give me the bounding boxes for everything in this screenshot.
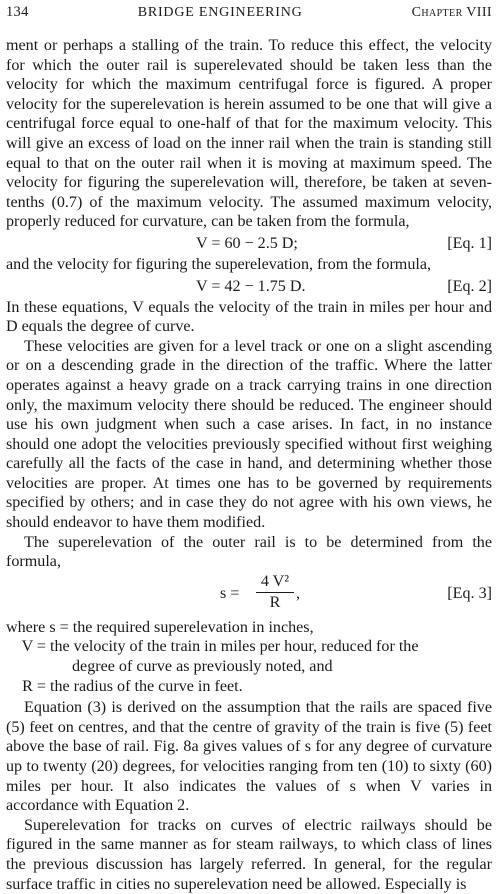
- definition-s: [6, 618, 492, 638]
- running-head: [6, 4, 492, 26]
- equation-3-numerator: 4 V²: [256, 572, 294, 593]
- definitions-block: [6, 618, 492, 696]
- equation-3-denominator: R: [269, 593, 281, 611]
- paragraph-2: and the velocity for figuring the superelevation, from the formula,: [6, 255, 432, 273]
- paragraph-6: Equation (3) is derived on the assumption that the rails are spaced five (5) feet on centres, and that the centre of gravity of the train is five (5) feet above the base of rail. Fig. 8a gives values of s for any degree of curvature up to twenty (20) degrees, for velocities ranging from ten (10) to sixty (60) miles per hour. It also indicates the values of s when V varies in accordance with Equation 2.: [6, 699, 492, 815]
- paragraph-7: Superelevation for tracks on curves of electric railways should be figured in the same manner as for steam railways, to which class of lines the previous discussion has largely referred. In general, for the regular surface traffic in cities no superelevation need be allowed. Especially is: [6, 816, 492, 893]
- paragraph-3: In these equations, V equals the velocity of the train in miles per hour and D equals the degree of curve.: [6, 298, 492, 336]
- definition-v-symbol: V =: [21, 638, 46, 656]
- definition-v-continued: [6, 657, 492, 677]
- definition-v-text-2: degree of curve as previously noted, and: [72, 658, 333, 676]
- equation-3-lhs: s =: [220, 584, 240, 602]
- equation-1-formula: V = 60 − 2.5 D;: [196, 234, 298, 252]
- equation-3-fraction: [256, 572, 294, 613]
- paragraph-5: The superelevation of the outer rail is to be determined from the formula,: [6, 533, 492, 571]
- equation-3-comma: ,: [296, 584, 301, 602]
- definition-r-symbol: R =: [22, 677, 46, 695]
- equation-3-number: [Eq. 3]: [447, 584, 492, 602]
- definition-v-text: the velocity of the train in miles per hour, reduced for the: [50, 638, 419, 656]
- page-body: [6, 36, 492, 894]
- equation-2-formula: V = 42 − 1.75 D.: [196, 277, 306, 295]
- chapter-label: Chapter VIII: [411, 5, 492, 20]
- equation-1: [6, 232, 492, 255]
- definition-s-text: where s = the required superelevation in inches,: [6, 618, 314, 636]
- equation-1-number: [Eq. 1]: [447, 234, 492, 252]
- equation-2-number: [Eq. 2]: [447, 277, 492, 295]
- definition-r: [6, 677, 492, 697]
- running-title: BRIDGE ENGINEERING: [137, 5, 303, 20]
- page-number: 134: [6, 4, 29, 20]
- equation-2: [6, 275, 492, 298]
- document-page: [6, 4, 492, 894]
- paragraph-1: ment or perhaps a stalling of the train. To reduce this effect, the velocity for which the outer rail is superelevated should be taken less than the velocity for which the maximum centrifugal force is figured. A proper velocity for the superelevation is herein assumed to be one that will give a centrifugal force equal to one-half of that for the maximum velocity. This will give an excess of load on the inner rail when the train is standing still equal to that on the outer rail when it is moving at maximum speed. The velocity for figuring the superelevation will, therefore, be taken at seven-tenths (0.7) of the maximum velocity. The assumed maximum velocity, properly reduced for curvature, can be taken from the formula,: [6, 37, 492, 231]
- definition-v: [6, 637, 492, 657]
- equation-3: [6, 572, 492, 616]
- definition-r-text: the radius of the curve in feet.: [50, 677, 243, 695]
- paragraph-4: These velocities are given for a level track or one on a slight ascending or on a descending grade in the direction of the traffic. Where the latter operates against a heavy grade on a track carrying trains in one direction only, the maximum velocity there should be reduced. The engineer should use his own judgment when such a case arises. In fact, in no instance should one adopt the velocities previously specified without first weighing carefully all the facts of the case in hand, and determining whether those velocities are proper. At times one has to be governed by requirements specified by others; and in case they do not agree with his own views, he should endeavor to have them modified.: [6, 337, 492, 532]
